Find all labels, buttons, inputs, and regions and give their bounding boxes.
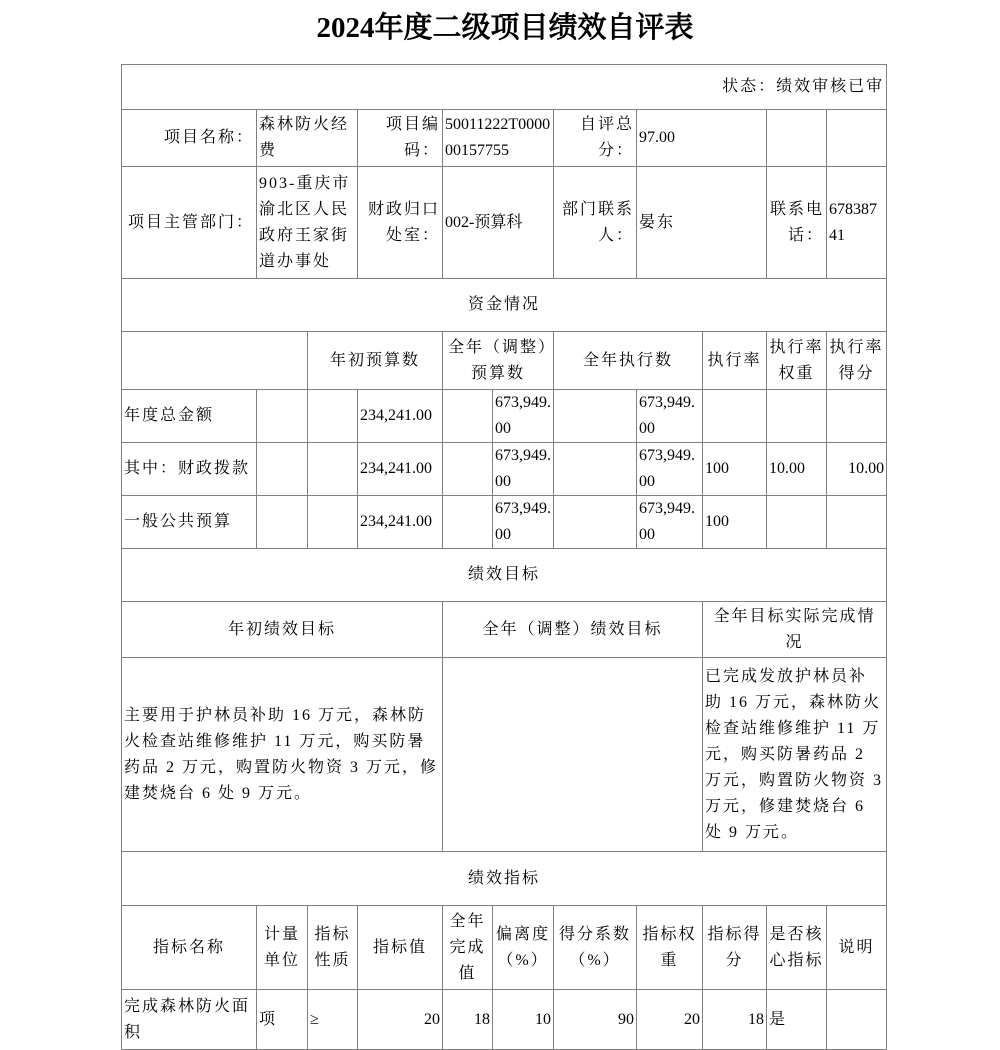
funds-rate: 100 — [703, 443, 767, 496]
ind-actual: 18 — [443, 990, 493, 1050]
ind-deviation: 10 — [493, 990, 554, 1050]
ind-header-coefficient: 得分系数（%） — [554, 906, 637, 990]
funds-header-rate: 执行率 — [703, 332, 767, 390]
funds-weight — [767, 496, 827, 549]
goals-initial: 主要用于护林员补助 16 万元，森林防火检查站维修维护 11 万元，购买防暑药品 2 万元，购置防火物资 3 万元，修建焚烧台 6 处 9 万元。 — [122, 658, 443, 852]
empty-cell — [554, 390, 637, 443]
funds-rate — [703, 390, 767, 443]
dept-label: 项目主管部门： — [122, 167, 257, 279]
ind-header-score: 指标得分 — [703, 906, 767, 990]
empty-cell — [257, 496, 308, 549]
ind-header-weight: 指标权重 — [637, 906, 703, 990]
project-code: 50011222T000000157755 — [443, 110, 554, 167]
goals-header-initial: 年初绩效目标 — [122, 602, 443, 658]
self-score: 97.00 — [637, 110, 767, 167]
ind-header-nature: 指标性质 — [308, 906, 358, 990]
ind-note — [827, 990, 887, 1050]
empty-cell — [443, 496, 493, 549]
contact: 晏东 — [637, 167, 767, 279]
dept: 903-重庆市渝北区人民政府王家街道办事处 — [257, 167, 358, 279]
empty-cell — [443, 390, 493, 443]
goals-header-adjusted: 全年（调整）绩效目标 — [443, 602, 703, 658]
funds-executed: 673,949.00 — [637, 390, 703, 443]
phone: 67838741 — [827, 167, 887, 279]
funds-rate: 100 — [703, 496, 767, 549]
project-name-label: 项目名称： — [122, 110, 257, 167]
funds-header-executed: 全年执行数 — [554, 332, 703, 390]
goals-header-actual: 全年目标实际完成情况 — [703, 602, 887, 658]
funds-header-weight: 执行率权重 — [767, 332, 827, 390]
project-code-label: 项目编码： — [358, 110, 443, 167]
ind-score: 18 — [703, 990, 767, 1050]
funds-header-initial: 年初预算数 — [308, 332, 443, 390]
funds-row-label: 年度总金额 — [122, 390, 257, 443]
funds-executed: 673,949.00 — [637, 443, 703, 496]
funds-row — [122, 443, 887, 496]
evaluation-form — [121, 64, 887, 1050]
empty-cell — [308, 390, 358, 443]
funds-weight — [767, 390, 827, 443]
project-name: 森林防火经费 — [257, 110, 358, 167]
empty-cell — [827, 110, 887, 167]
ind-header-target: 指标值 — [358, 906, 443, 990]
empty-cell — [767, 110, 827, 167]
ind-header-note: 说明 — [827, 906, 887, 990]
goals-section-title: 绩效目标 — [122, 549, 887, 602]
funds-row-label: 一般公共预算 — [122, 496, 257, 549]
phone-label: 联系电话： — [767, 167, 827, 279]
funds-initial: 234,241.00 — [358, 496, 443, 549]
ind-weight: 20 — [637, 990, 703, 1050]
funds-score — [827, 390, 887, 443]
funds-adjusted: 673,949.00 — [493, 496, 554, 549]
empty-cell — [443, 443, 493, 496]
funds-header-adjusted: 全年（调整）预算数 — [443, 332, 554, 390]
funds-row — [122, 496, 887, 549]
funds-adjusted: 673,949.00 — [493, 443, 554, 496]
funds-initial: 234,241.00 — [358, 443, 443, 496]
goals-actual: 已完成发放护林员补助 16 万元，森林防火检查站维修维护 11 万元，购买防暑药品 2 万元，购置防火物资 3 万元，修建焚烧台 6 处 9 万元。 — [703, 658, 887, 852]
goals-adjusted — [443, 658, 703, 852]
indicators-section-title: 绩效指标 — [122, 852, 887, 906]
empty-cell — [308, 496, 358, 549]
funds-score — [827, 496, 887, 549]
ind-name: 完成森林防火面积 — [122, 990, 257, 1050]
indicator-row — [122, 990, 887, 1050]
ind-unit: 项 — [257, 990, 308, 1050]
ind-header-core: 是否核心指标 — [767, 906, 827, 990]
page-title: 2024年度二级项目绩效自评表 — [316, 12, 694, 44]
funds-adjusted: 673,949.00 — [493, 390, 554, 443]
empty-cell — [308, 443, 358, 496]
ind-header-actual: 全年完成值 — [443, 906, 493, 990]
funds-section-title: 资金情况 — [122, 279, 887, 332]
ind-nature: ≥ — [308, 990, 358, 1050]
finance-office-label: 财政归口处室： — [358, 167, 443, 279]
ind-header-name: 指标名称 — [122, 906, 257, 990]
funds-header-blank — [122, 332, 308, 390]
empty-cell — [257, 390, 308, 443]
ind-target: 20 — [358, 990, 443, 1050]
funds-row-label: 其中：财政拨款 — [122, 443, 257, 496]
finance-office: 002-预算科 — [443, 167, 554, 279]
empty-cell — [554, 443, 637, 496]
funds-header-score: 执行率得分 — [827, 332, 887, 390]
contact-label: 部门联系人： — [554, 167, 637, 279]
funds-executed: 673,949.00 — [637, 496, 703, 549]
ind-header-unit: 计量单位 — [257, 906, 308, 990]
ind-core: 是 — [767, 990, 827, 1050]
status-text: 状态：绩效审核已审 — [122, 65, 887, 110]
ind-header-deviation: 偏离度（%） — [493, 906, 554, 990]
self-score-label: 自评总分： — [554, 110, 637, 167]
empty-cell — [554, 496, 637, 549]
empty-cell — [257, 443, 308, 496]
funds-weight: 10.00 — [767, 443, 827, 496]
ind-coefficient: 90 — [554, 990, 637, 1050]
funds-score: 10.00 — [827, 443, 887, 496]
funds-initial: 234,241.00 — [358, 390, 443, 443]
funds-row — [122, 390, 887, 443]
